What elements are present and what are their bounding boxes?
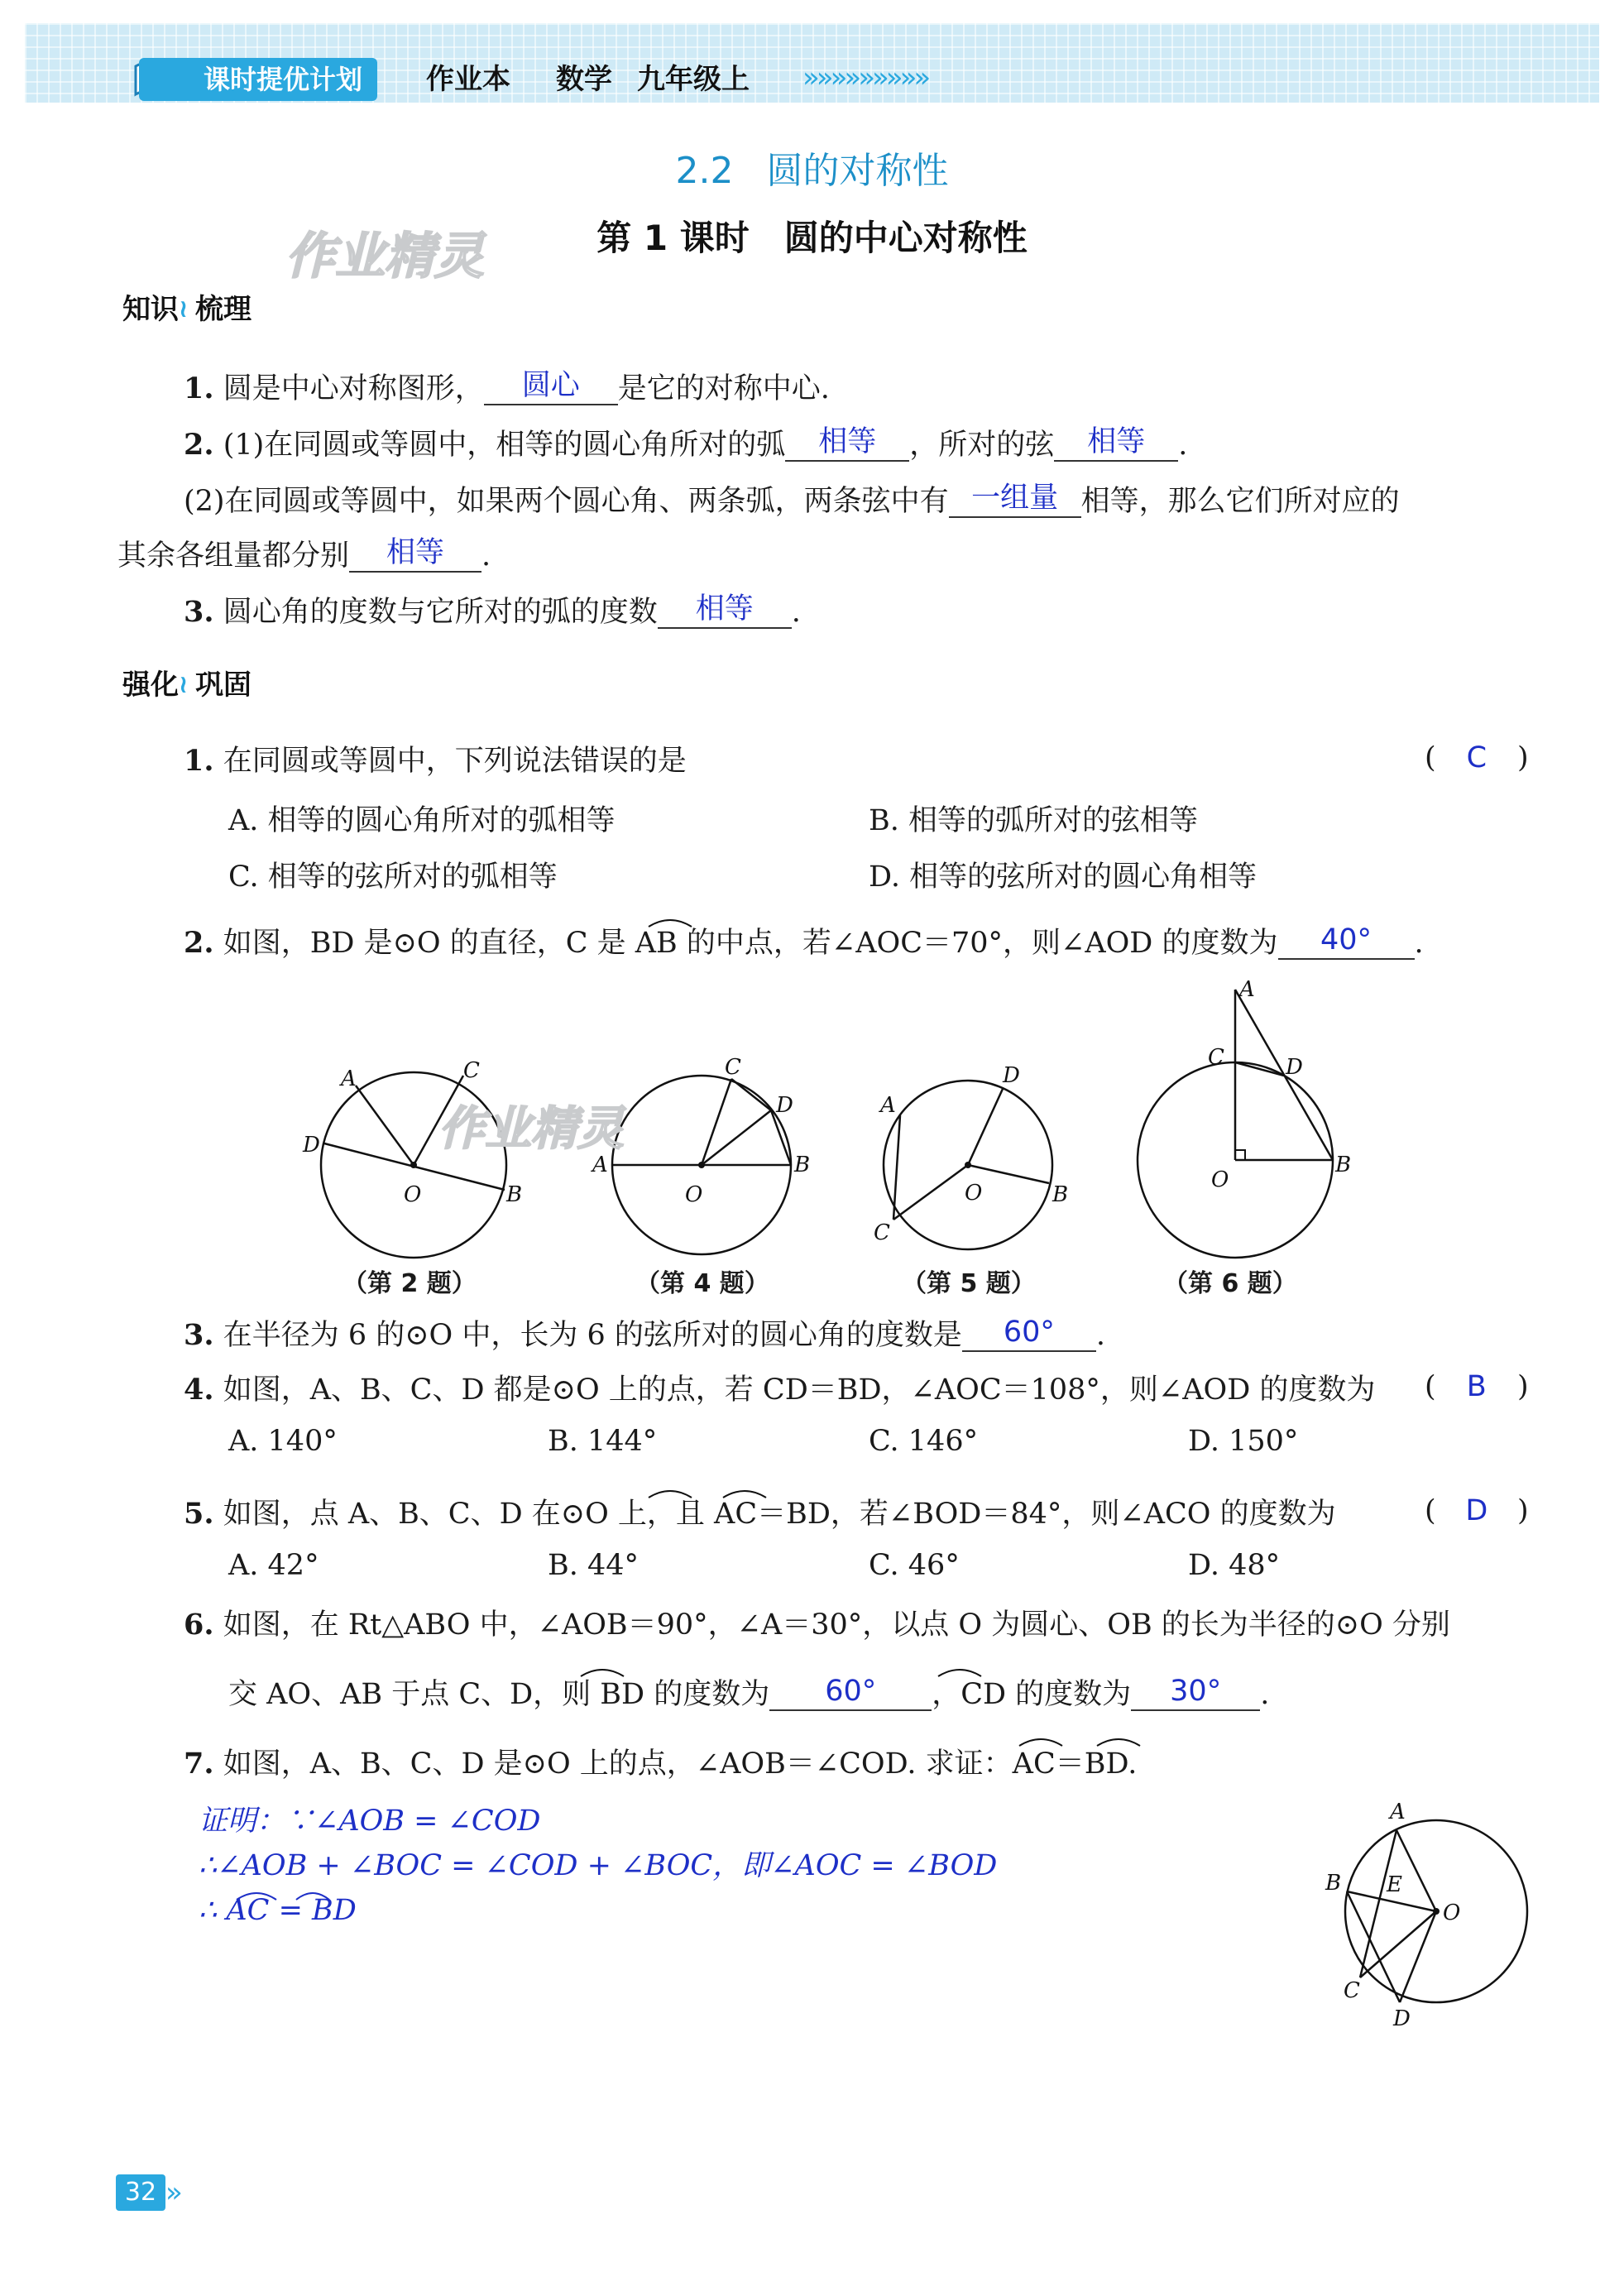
bracket-close: ) [1516, 1494, 1529, 1527]
lesson-title: 第 1 课时 圆的中心对称性 [596, 218, 1028, 258]
answer-bracket [1425, 741, 1529, 774]
option-b: B. 144° [548, 1425, 658, 1458]
label-B: B [506, 1182, 523, 1207]
practice-q1 [184, 741, 687, 781]
question-number: 1. [184, 744, 214, 778]
question-text: 是它的对称中心. [617, 372, 830, 405]
section-name: 圆的对称性 [766, 150, 949, 192]
arc-mark-icon [577, 1663, 627, 1678]
label-D: D [1393, 2006, 1411, 2031]
label-D: D [776, 1093, 793, 1118]
label-D: D [303, 1133, 320, 1158]
caption-q5: （第 5 题） [902, 1269, 1036, 1298]
figure-5 [874, 1063, 1068, 1249]
figure-6 [1138, 977, 1351, 1258]
practice-q2 [184, 923, 1424, 963]
answer-blank[interactable]: 相等 [349, 534, 481, 573]
bracket-open: ( [1425, 741, 1436, 774]
label-C: C [874, 1220, 890, 1245]
page-chevron-icon: » [165, 2176, 183, 2209]
label-A: A [341, 1067, 357, 1091]
watermark: 作业精灵 [438, 1102, 624, 1156]
label-B: B [1052, 1182, 1069, 1207]
label-B: B [1325, 1871, 1342, 1896]
practice-q3 [184, 1316, 1105, 1355]
label-A: A [1390, 1800, 1406, 1824]
question-text: . [1178, 429, 1188, 462]
caption-q2: （第 2 题） [343, 1269, 477, 1298]
option-a: A. 相等的圆心角所对的弧相等 [228, 804, 616, 837]
label-O: O [685, 1182, 703, 1207]
tag-text-b: 梳理 [195, 293, 252, 326]
question-text: 如图，BD 是⊙O 的直径，C 是 AB 的中点，若∠AOC＝70°，则∠AOD 的度数为 [223, 927, 1278, 960]
page-number: 32 [116, 2174, 165, 2211]
proof-line-1: 证明：∵∠AOB = ∠COD [199, 1805, 541, 1838]
arc-mark-icon [720, 1484, 769, 1499]
option-d: D. 48° [1188, 1549, 1281, 1582]
bracket-close: ) [1516, 1370, 1529, 1403]
question-number: 5. [184, 1497, 214, 1531]
question-text: 如图，A、B、C、D 是⊙O 上的点，∠AOB＝∠COD. 求证：AC＝BD. [223, 1747, 1138, 1781]
answer-blank[interactable]: 60° [962, 1314, 1096, 1352]
practice-q6 [184, 1605, 1450, 1645]
option-b: B. 相等的弧所对的弦相等 [869, 804, 1198, 837]
label-C: C [463, 1058, 480, 1083]
label-D: D [1003, 1063, 1020, 1088]
practice-q6-cont [228, 1675, 1269, 1714]
option-c: C. 46° [869, 1549, 960, 1582]
option-d: D. 150° [1188, 1425, 1299, 1458]
watermark: 作业精灵 [285, 228, 484, 285]
label-B: B [1335, 1153, 1352, 1177]
question-text: 交 AO、AB 于点 C、D，则 BD 的度数为 [228, 1678, 770, 1711]
bracket-open: ( [1425, 1494, 1436, 1527]
caption-q6: （第 6 题） [1163, 1269, 1297, 1298]
label-C: C [1208, 1045, 1224, 1070]
section-number: 2.2 [675, 150, 734, 192]
choice-answer[interactable]: C [1466, 741, 1487, 774]
question-number: 7. [184, 1747, 214, 1781]
figure-7 [1307, 1787, 1555, 2035]
question-number: 3. [184, 1318, 214, 1352]
wave-icon: ≀ [179, 670, 189, 699]
knowledge-q3 [184, 592, 801, 632]
proof-line-2: ∴∠AOB + ∠BOC = ∠COD + ∠BOC，即∠AOC = ∠BOD [199, 1849, 998, 1882]
proof-line-3: ∴ AC = BD [199, 1894, 357, 1927]
caption-q4: （第 4 题） [635, 1269, 769, 1298]
knowledge-tag [122, 291, 252, 328]
option-b: B. 44° [548, 1549, 640, 1582]
question-text: ，CD 的度数为 [932, 1678, 1132, 1711]
label-O: O [1443, 1901, 1461, 1925]
arc-mark-icon [935, 1663, 984, 1678]
question-text: . [791, 596, 801, 629]
bracket-open: ( [1425, 1370, 1436, 1403]
option-a: A. 140° [228, 1425, 338, 1458]
question-text: . [1260, 1678, 1270, 1711]
tag-text-b: 巩固 [195, 669, 252, 702]
option-a: A. 42° [228, 1549, 319, 1582]
option-d: D. 相等的弦所对的圆心角相等 [869, 860, 1258, 894]
label-A: A [592, 1153, 608, 1177]
label-O: O [1211, 1167, 1229, 1192]
answer-blank[interactable]: 30° [1131, 1673, 1260, 1711]
question-number: 1. [184, 372, 214, 405]
label-E: E [1387, 1872, 1402, 1897]
answer-blank[interactable]: 圆心 [484, 367, 618, 405]
practice-q7 [184, 1744, 1137, 1784]
question-text: . [481, 539, 491, 573]
question-text: . [1095, 1319, 1106, 1352]
practice-q4 [184, 1370, 1375, 1410]
arc-mark-icon [233, 1886, 333, 1901]
knowledge-q1 [184, 369, 830, 409]
label-O: O [965, 1181, 983, 1206]
answer-blank[interactable]: 相等 [1054, 424, 1178, 462]
answer-blank[interactable]: 一组量 [949, 480, 1081, 518]
answer-blank[interactable]: 40° [1278, 922, 1415, 960]
question-text: (2)在同圆或等圆中，如果两个圆心角、两条弧，两条弦中有 [184, 485, 949, 518]
question-number: 2. [184, 428, 214, 462]
knowledge-q2-part2 [184, 482, 1400, 521]
practice-tag [122, 667, 252, 703]
label-C: C [725, 1055, 741, 1080]
tag-text-a: 强化 [122, 669, 179, 702]
answer-bracket [1425, 1494, 1529, 1527]
arc-mark-icon [645, 1484, 695, 1499]
answer-blank[interactable]: 相等 [785, 424, 909, 462]
question-text: 如图，在 Rt△ABO 中，∠AOB＝90°，∠A＝30°，以点 O 为圆心、OB 的长为半径的⊙O 分别 [223, 1608, 1450, 1642]
grade: 九年级上 [637, 63, 750, 96]
option-c: C. 相等的弦所对的弧相等 [228, 860, 558, 894]
question-text: 在同圆或等圆中，下列说法错误的是 [223, 745, 687, 778]
question-text: 如图，点 A、B、C、D 在⊙O 上，且 AC＝BD，若∠BOD＝84°，则∠ACO 的度数为 [223, 1498, 1336, 1531]
knowledge-q2-part2-cont [117, 536, 491, 576]
choice-answer[interactable]: B [1466, 1370, 1487, 1403]
label-A: A [880, 1093, 896, 1118]
label-A: A [1239, 977, 1255, 1002]
question-text: ，所对的弦 [909, 429, 1055, 462]
question-text: . [1414, 927, 1424, 960]
question-number: 2. [184, 926, 214, 960]
arc-mark-icon [1016, 1733, 1066, 1747]
option-c: C. 146° [869, 1425, 979, 1458]
answer-bracket [1425, 1370, 1529, 1403]
section-title [0, 141, 1624, 194]
question-number: 4. [184, 1373, 214, 1407]
practice-q5 [184, 1494, 1336, 1534]
question-text: 圆心角的度数与它所对的弧的度数 [223, 596, 658, 629]
question-text: 圆是中心对称图形， [223, 372, 484, 405]
label-D: D [1286, 1055, 1303, 1080]
question-number: 6. [184, 1608, 214, 1642]
question-text: 在半径为 6 的⊙O 中，长为 6 的弦所对的圆心角的度数是 [223, 1319, 962, 1352]
header-chevrons: »»»»»»»»» [802, 61, 928, 94]
book-type: 作业本 [426, 63, 510, 96]
question-text: 其余各组量都分别 [117, 539, 350, 573]
label-B: B [794, 1153, 811, 1177]
question-text: 如图，A、B、C、D 都是⊙O 上的点，若 CD＝BD，∠AOC＝108°，则∠AOD 的度数为 [223, 1373, 1376, 1407]
knowledge-q2-part1 [184, 425, 1187, 465]
tag-text-a: 知识 [122, 293, 179, 326]
subject: 数学 [556, 63, 612, 96]
label-C: C [1344, 1978, 1360, 2003]
question-text: 相等，那么它们所对应的 [1080, 485, 1400, 518]
question-text: (1)在同圆或等圆中，相等的圆心角所对的弧 [223, 429, 786, 462]
choice-answer[interactable]: D [1465, 1494, 1488, 1527]
question-number: 3. [184, 595, 214, 629]
wave-icon: ≀ [179, 295, 189, 324]
answer-blank[interactable]: 相等 [658, 591, 792, 629]
answer-blank[interactable]: 60° [769, 1673, 932, 1711]
brand-badge: 课时提优计划 [139, 58, 377, 101]
arc-mark-icon [645, 913, 695, 928]
bracket-close: ) [1516, 741, 1529, 774]
arc-mark-icon [1094, 1733, 1143, 1747]
label-O: O [404, 1182, 422, 1207]
